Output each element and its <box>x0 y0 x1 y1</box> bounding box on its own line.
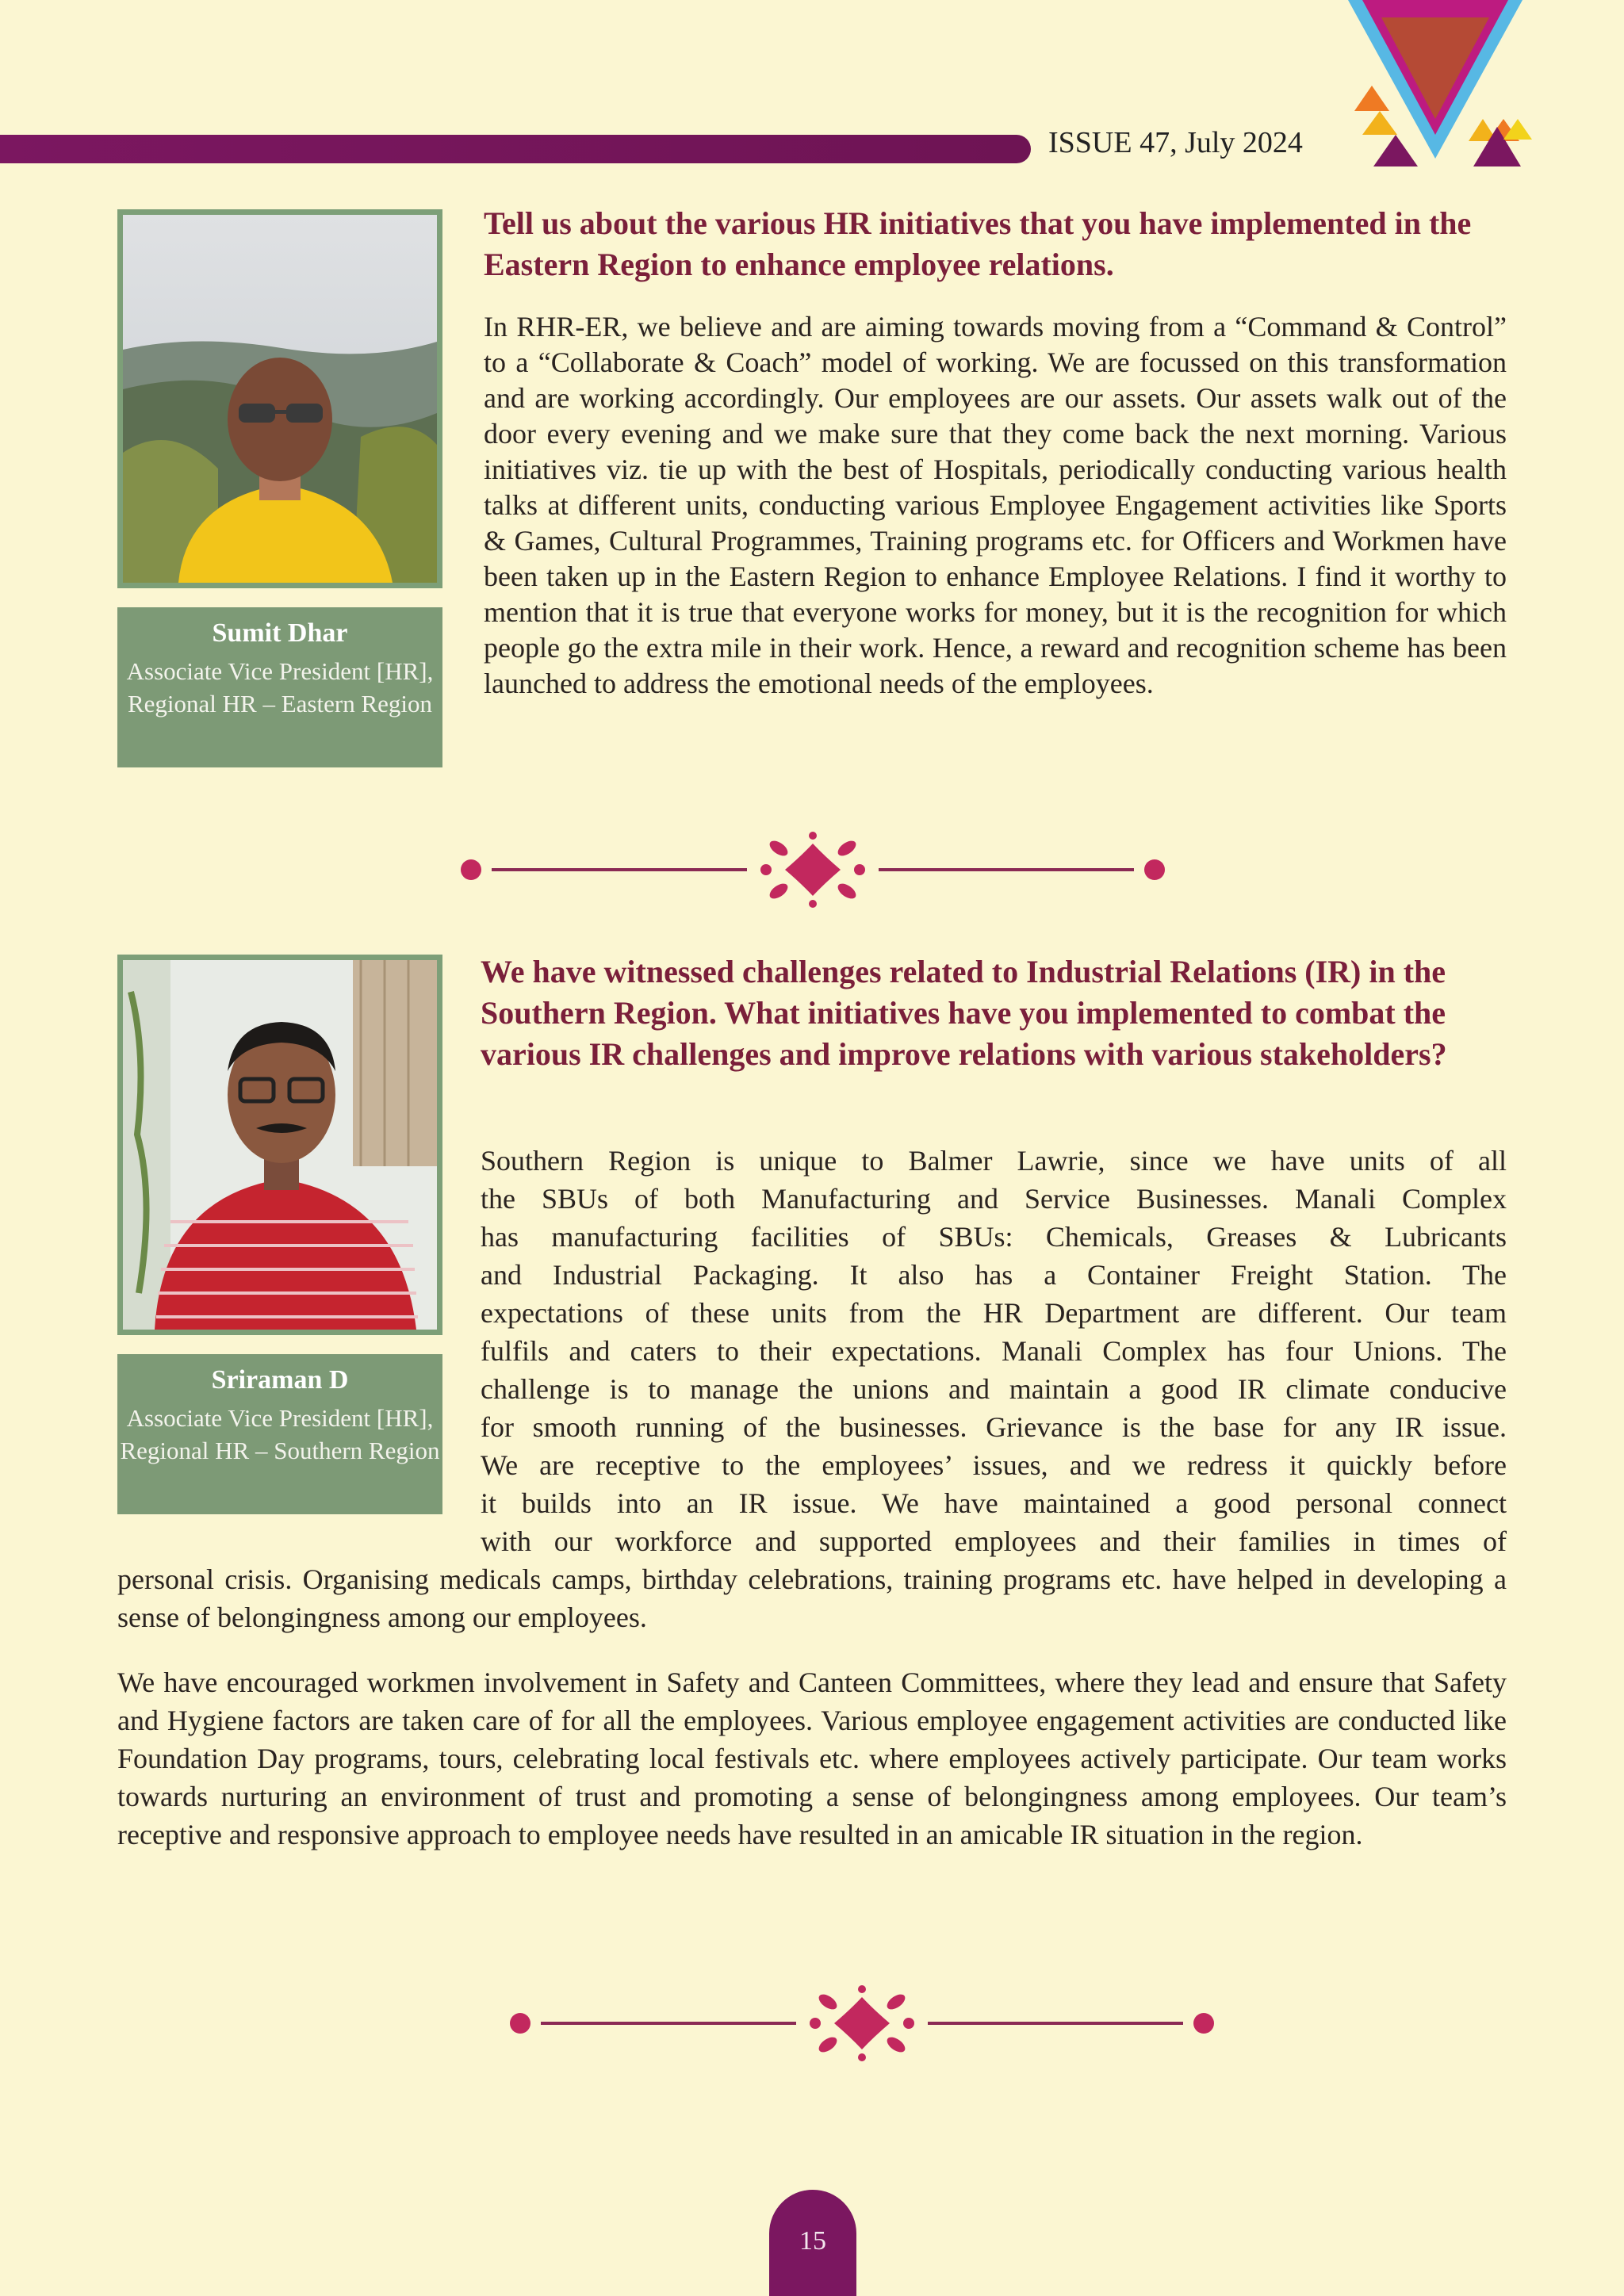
answer-line: the SBUs of both Manufacturing and Service Businesses. Manali Complex <box>481 1183 1507 1215</box>
answer-line: expectations of these units from the HR Department are different. Our team <box>481 1297 1507 1329</box>
answer-line: and Industrial Packaging. It also has a Container Freight Station. The <box>481 1259 1507 1291</box>
issue-label: ISSUE 47, July 2024 <box>1048 126 1303 159</box>
header-bar <box>0 135 1031 163</box>
answer-line: We are receptive to the employees’ issues, and we redress it quickly before <box>481 1449 1507 1481</box>
person-role: Associate Vice President [HR], Regional HR – Southern Region <box>120 1404 440 1464</box>
person-name: Sumit Dhar <box>212 618 348 648</box>
question-heading: We have witnessed challenges related to Industrial Relations (IR) in the Southern Region. What initiatives have you implemented to combat the various IR challenges and improve relations with various stakeholders? <box>481 954 1447 1072</box>
answer-tail: personal crisis. Organising medicals camps, birthday celebrations, training programs etc. have helped in developing a sense of belongingness among our employees. <box>117 1563 1507 1633</box>
person-role: Associate Vice President [HR], Regional HR – Eastern Region <box>126 657 434 718</box>
second-paragraph: We have encouraged workmen involvement in Safety and Canteen Committees, where they lead and ensure that Safety and Hygiene factors are taken care of for all the employees. Various employee engagement activities are conducted like Foundation Day programs, tours, celebrating local festivals etc. where employees actively participate. Our team works towards nurturing an environment of trust and promoting a sense of belongingness among employees. Our team’s receptive and responsive approach to employee needs have resulted in an amicable IR situation in the region. <box>117 1667 1507 1850</box>
ornament-divider-icon <box>452 825 1174 912</box>
answer-line: it builds into an IR issue. We have maintained a good personal connect <box>481 1487 1507 1519</box>
answer-paragraph: In RHR-ER, we believe and are aiming towards moving from a “Command & Control” to a “Collaborate & Coach” model of working. We are focussed on this transformation and are working accordingly. Our employees are our assets. Our assets walk out of the door every evening and we make sure that they come back the next morning. Various initiatives viz. tie up with the best of Hospitals, periodically conducting various health talks at different units, conducting various Employee Engagement activities like Sports & Games, Cultural Programmes, Training programs etc. for Officers and Workmen have been taken up in the Eastern Region to enhance Employee Relations. I find it worthy to mention that it is true that everyone works for money, but it is the recognition for which people go the extra mile in their work. Hence, a reward and recognition scheme has been launched to address the emotional needs of the employees. <box>484 311 1507 699</box>
page-number: 15 <box>769 2190 856 2296</box>
answer-line: fulfils and caters to their expectations. Manali Complex has four Unions. The <box>481 1335 1507 1367</box>
sumit-dhar-photo <box>117 209 442 588</box>
answer-line: has manufacturing facilities of SBUs: Chemicals, Greases & Lubricants <box>481 1221 1507 1253</box>
question-heading: Tell us about the various HR initiatives that you have implemented in the Eastern Region to enhance employee relations. <box>484 205 1472 282</box>
sumit-dhar-caption <box>117 607 442 767</box>
answer-line: with our workforce and supported employees and their families in times of <box>481 1525 1507 1557</box>
triangle-logo-icon <box>1348 0 1538 166</box>
answer-line: for smooth running of the businesses. Grievance is the base for any IR issue. <box>481 1411 1507 1443</box>
answer-line: challenge is to manage the unions and maintain a good IR climate conducive <box>481 1373 1507 1405</box>
answer-right-column <box>481 1142 1507 1560</box>
person-name: Sriraman D <box>211 1365 349 1395</box>
answer-block <box>117 1142 1507 1636</box>
ornament-divider-icon <box>501 1978 1223 2065</box>
answer-line: Southern Region is unique to Balmer Lawrie, since we have units of all <box>481 1145 1507 1177</box>
